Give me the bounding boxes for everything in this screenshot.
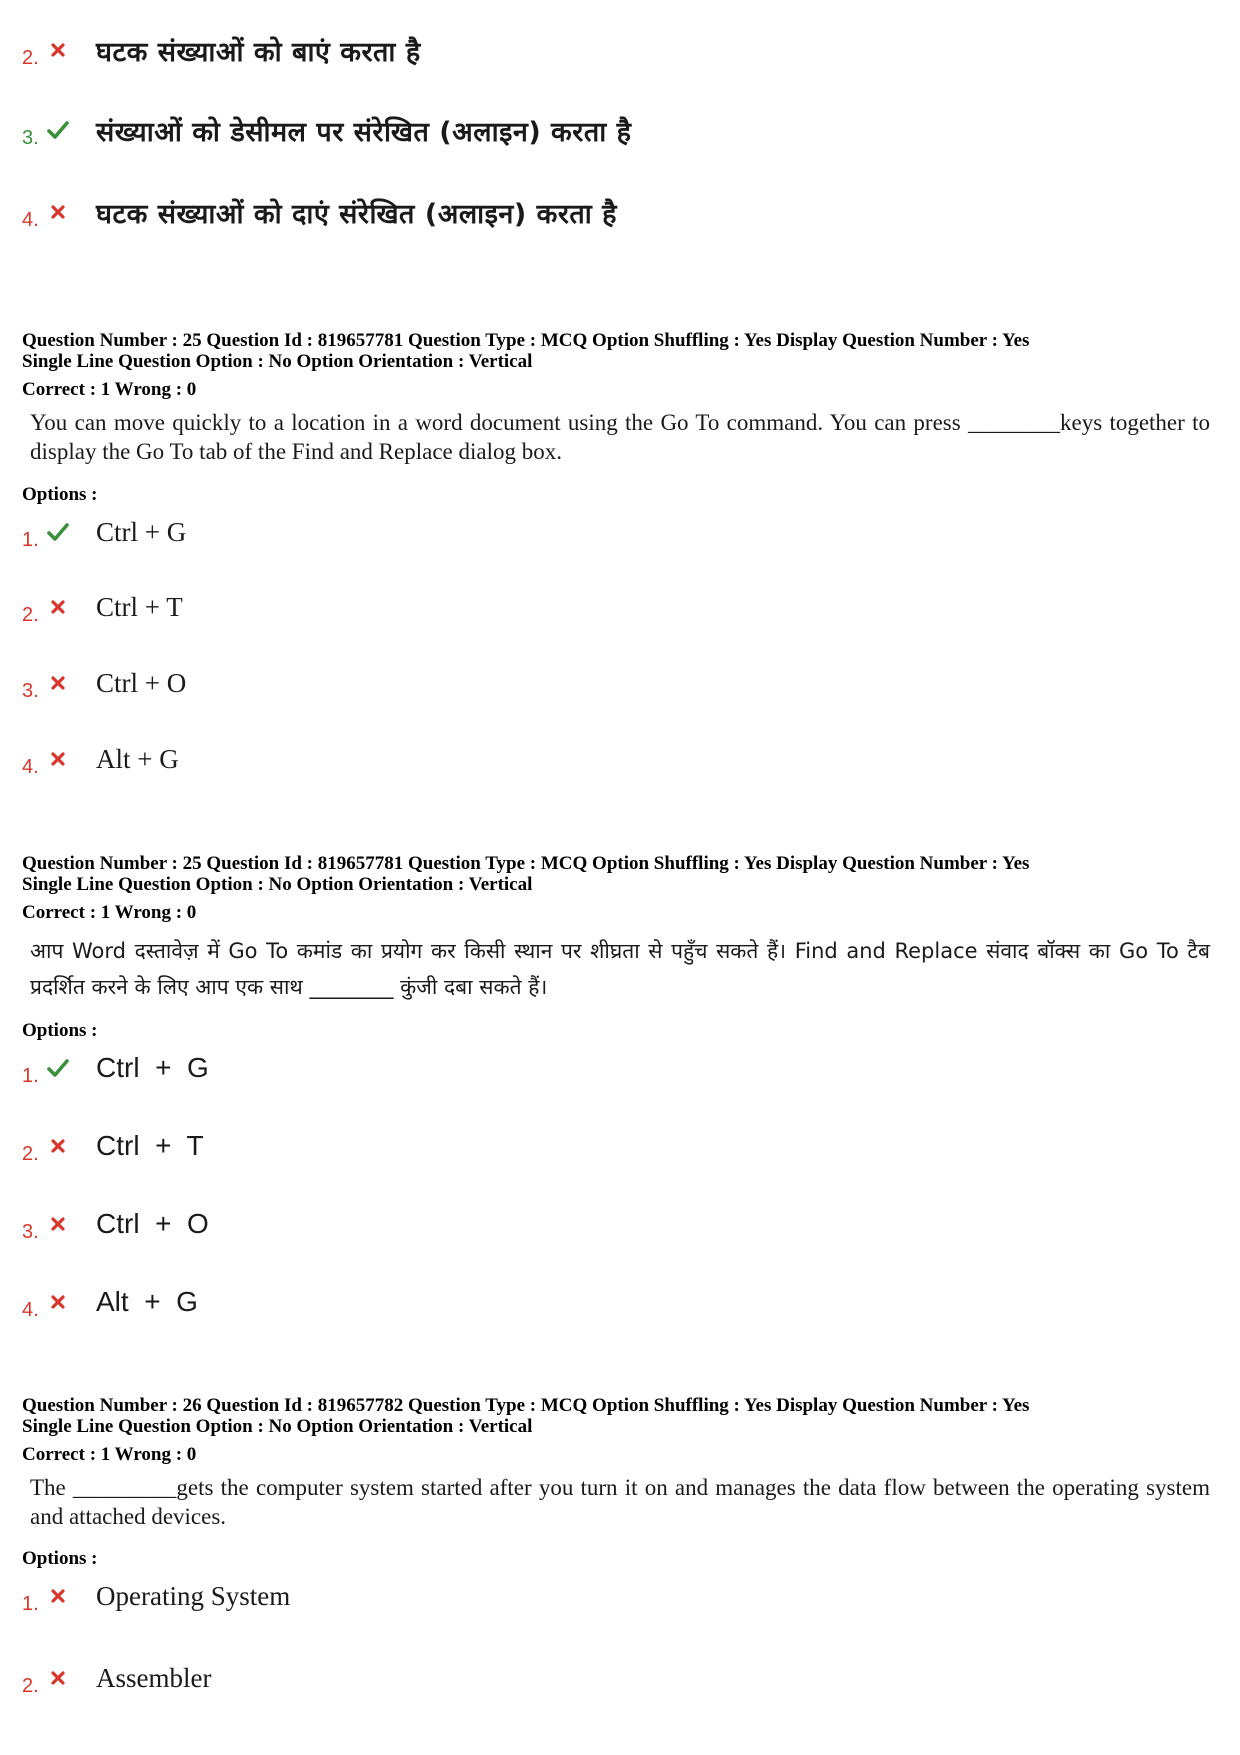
option-row (22, 190, 617, 234)
options-label: Options : (22, 484, 98, 505)
option-text: घटक संख्याओं को बाएं करता है (96, 36, 421, 68)
option-row (22, 661, 186, 705)
cross-icon (46, 1212, 70, 1236)
option-number: 1. (22, 1592, 39, 1615)
cross-icon (46, 200, 70, 224)
option-row (22, 1656, 211, 1700)
check-icon (46, 1056, 70, 1080)
option-text: Ctrl + T (96, 1130, 204, 1161)
option-number: 1. (22, 528, 39, 551)
cross-icon (46, 1666, 70, 1690)
check-icon (46, 520, 70, 544)
option-row (22, 585, 183, 629)
option-text: Ctrl + T (96, 591, 183, 622)
cross-icon (46, 1290, 70, 1314)
option-row (22, 1202, 209, 1246)
cross-icon (46, 671, 70, 695)
option-number: 3. (22, 126, 39, 149)
question-meta-line1: Question Number : 25 Question Id : 819657781 Question Type : MCQ Option Shuffling : Yes Display Question Number : Yes (22, 330, 1030, 351)
option-text: Assembler (96, 1662, 212, 1693)
option-text: Ctrl + G (96, 1052, 209, 1083)
option-text: Alt + G (96, 1286, 198, 1317)
option-row (22, 1280, 198, 1324)
cross-icon (46, 595, 70, 619)
question-text: You can move quickly to a location in a word document using the Go To command. You can press ________keys together to display the Go To tab of the Find and Replace dialog box. (30, 410, 1210, 464)
options-label: Options : (22, 1020, 98, 1041)
question-meta-line1: Question Number : 25 Question Id : 819657781 Question Type : MCQ Option Shuffling : Yes Display Question Number : Yes (22, 853, 1030, 874)
question-meta-line2: Single Line Question Option : No Option Orientation : Vertical (22, 351, 533, 372)
options-label: Options : (22, 1548, 98, 1569)
option-number: 2. (22, 1142, 39, 1165)
option-number: 2. (22, 603, 39, 626)
option-text: घटक संख्याओं को दाएं संरेखित (अलाइन) करता है (96, 198, 617, 230)
question-marks: Correct : 1 Wrong : 0 (22, 379, 197, 400)
question-meta-line2: Single Line Question Option : No Option Orientation : Vertical (22, 1416, 533, 1437)
option-row (22, 510, 186, 554)
option-number: 2. (22, 1674, 39, 1697)
option-row (22, 737, 179, 781)
option-number: 3. (22, 679, 39, 702)
question-meta-line1: Question Number : 26 Question Id : 819657782 Question Type : MCQ Option Shuffling : Yes Display Question Number : Yes (22, 1395, 1030, 1416)
option-text: संख्याओं को डेसीमल पर संरेखित (अलाइन) करता है (96, 116, 632, 148)
option-number: 1. (22, 1064, 39, 1087)
option-text: Ctrl + G (96, 516, 187, 547)
cross-icon (46, 747, 70, 771)
option-text: Alt + G (96, 743, 179, 774)
question-marks: Correct : 1 Wrong : 0 (22, 1444, 197, 1465)
option-row (22, 1124, 204, 1168)
option-text: Operating System (96, 1580, 291, 1611)
option-row (22, 1046, 209, 1090)
option-row (22, 28, 421, 72)
check-icon (46, 118, 70, 142)
option-number: 4. (22, 208, 39, 231)
option-row (22, 1574, 290, 1618)
option-number: 3. (22, 1220, 39, 1243)
cross-icon (46, 38, 70, 62)
question-meta-line2: Single Line Question Option : No Option Orientation : Vertical (22, 874, 533, 895)
cross-icon (46, 1584, 70, 1608)
question-text: The _________gets the computer system started after you turn it on and manages the data flow between the operating system and attached devices. (30, 1475, 1210, 1529)
option-number: 4. (22, 1298, 39, 1321)
option-text: Ctrl + O (96, 667, 187, 698)
option-row (22, 108, 631, 152)
question-marks: Correct : 1 Wrong : 0 (22, 902, 197, 923)
option-number: 2. (22, 46, 39, 69)
option-number: 4. (22, 755, 39, 778)
cross-icon (46, 1134, 70, 1158)
option-text: Ctrl + O (96, 1208, 209, 1239)
question-text: आप Word दस्तावेज़ में Go To कमांड का प्रयोग कर किसी स्थान पर शीघ्रता से पहुँच सकते हैं। Find and Replace संवाद बॉक्स का Go To टैब प्रदर्शित करने के लिए आप एक साथ ________ कुंजी दबा सकते हैं। (30, 939, 1210, 999)
